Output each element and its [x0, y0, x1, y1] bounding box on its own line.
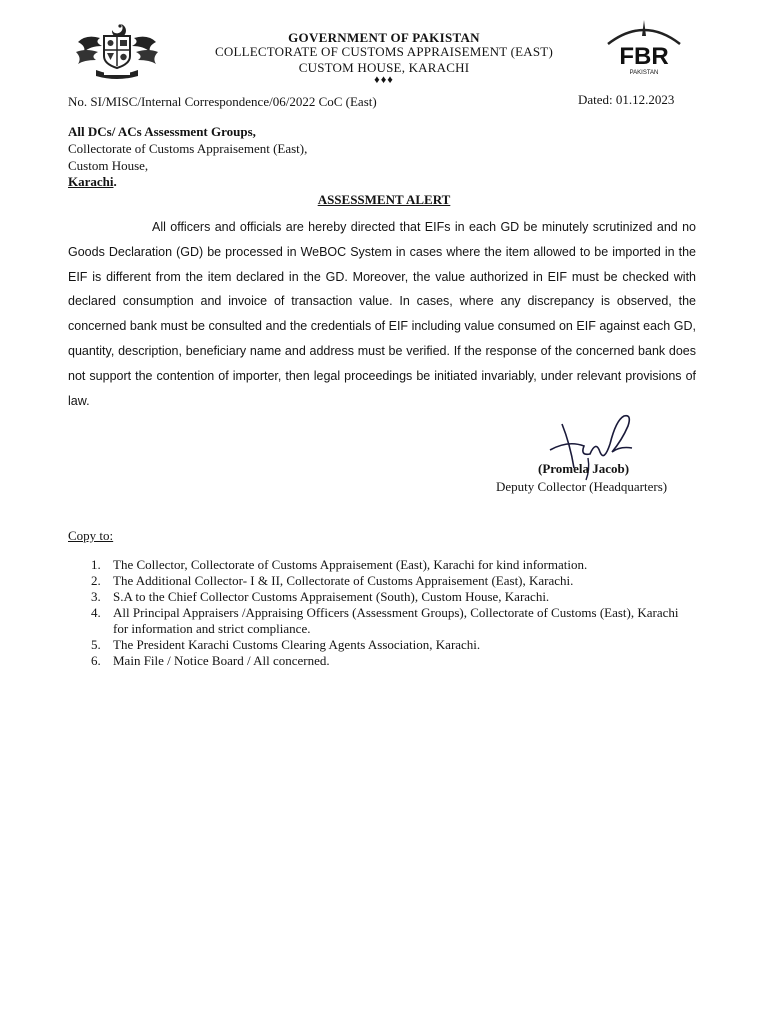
list-item [68, 605, 688, 637]
list-item-number: 1. [91, 557, 101, 572]
list-item [68, 637, 688, 653]
list-item [68, 589, 688, 605]
header-collectorate: COLLECTORATE OF CUSTOMS APPRAISEMENT (EAST) [215, 44, 553, 59]
signatory-name: (Promela Jacob) [538, 461, 630, 476]
header-ornament: ♦♦♦ [374, 74, 394, 86]
addressee-line-3: Custom House, [68, 158, 149, 173]
list-item-number: 4. [91, 605, 101, 620]
addressee-city-suffix: . [113, 174, 117, 189]
fbr-logo-text: FBR [619, 43, 669, 70]
letter-date: Dated: 01.12.2023 [578, 92, 675, 107]
addressee-line-2: Collectorate of Customs Appraisement (East), [68, 141, 308, 156]
list-item-text: Main File / Notice Board / All concerned. [113, 653, 330, 668]
list-item [68, 653, 688, 669]
list-item-number: 2. [91, 573, 101, 588]
signatory-designation: Deputy Collector (Headquarters) [496, 479, 668, 494]
list-item-number: 6. [91, 653, 101, 668]
copy-to-heading: Copy to: [68, 528, 114, 543]
list-item-number: 5. [91, 637, 101, 652]
addressee-city: Karachi [68, 174, 114, 189]
header-address: CUSTOM HOUSE, KARACHI [298, 60, 470, 75]
list-item [68, 557, 688, 573]
list-item [68, 573, 688, 589]
list-item-text: The Additional Collector- I & II, Collectorate of Customs Appraisement (East), Karachi. [113, 573, 574, 588]
reference-number: No. SI/MISC/Internal Correspondence/06/2022 CoC (East) [68, 94, 377, 109]
subject-heading: ASSESSMENT ALERT [317, 192, 451, 207]
list-item-text: The Collector, Collectorate of Customs Appraisement (East), Karachi for kind information. [113, 557, 588, 572]
list-item-text: The President Karachi Customs Clearing Agents Association, Karachi. [113, 637, 481, 652]
addressee-line-4 [68, 174, 117, 190]
list-item-number: 3. [91, 589, 101, 604]
copy-to-list [68, 557, 688, 669]
body-paragraph: All officers and officials are hereby directed that EIFs in each GD be minutely scrutinized and no Goods Declaration (GD) be processed in WeBOC System in cases where the item allowed to be imported in the EIF is different from the item declared in the GD. Moreover, the value authorized in EIF must be checked with declared consumption and invoice of transaction value. In cases, where any discrepancy is observed, the concerned bank must be consulted and the credentials of EIF including value consumed on EIF against each GD, quantity, description, beneficiary name and address must be verified. If the response of the concerned bank does not support the contention of importer, then legal proceedings be initiated invariably, under relevant provisions of law. [68, 220, 696, 408]
header-government: GOVERNMENT OF PAKISTAN [288, 30, 480, 45]
fbr-logo-subtext: PAKISTAN [629, 70, 659, 76]
list-item-text: S.A to the Chief Collector Customs Appraisement (South), Custom House, Karachi. [113, 589, 550, 604]
addressee-line-1: All DCs/ ACs Assessment Groups, [68, 124, 256, 139]
list-item-text: All Principal Appraisers /Appraising Officers (Assessment Groups), Collectorate of Customs (East), Karachi for information and strict compliance. [113, 605, 679, 636]
